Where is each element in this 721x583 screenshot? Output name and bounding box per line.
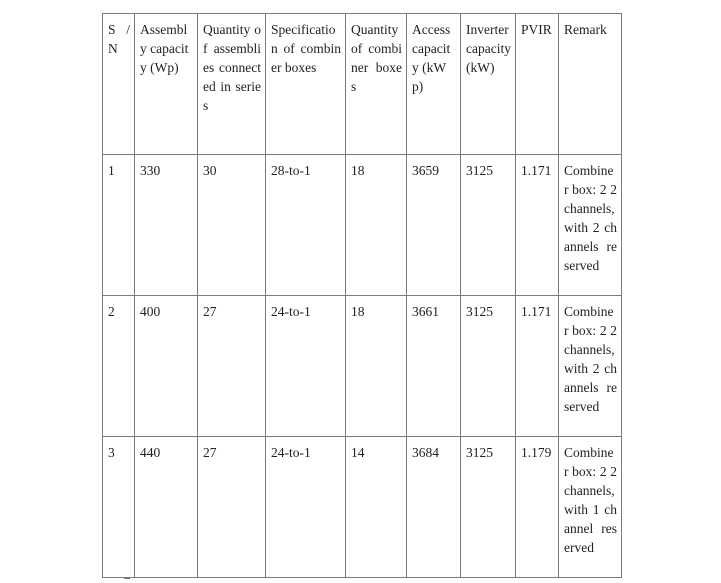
cell-remark: Combiner box: 2 2 channels, with 1 channel reserved	[559, 437, 622, 578]
cell-specification: 24-to-1	[266, 437, 346, 578]
table-row	[103, 296, 622, 437]
data-table	[102, 13, 622, 578]
cell-pvir: 1.171	[516, 296, 559, 437]
header-remark: Remark	[559, 14, 622, 155]
cell-sn: 1	[103, 155, 135, 296]
cell-assembly-capacity: 440	[135, 437, 198, 578]
cell-specification: 28-to-1	[266, 155, 346, 296]
cell-quantity-assemblies: 27	[198, 296, 266, 437]
header-quantity-combiner-boxes: Quantity of combiner boxes	[346, 14, 407, 155]
page-edge-mark	[124, 578, 130, 579]
cell-quantity-combiner-boxes: 18	[346, 155, 407, 296]
cell-remark: Combiner box: 2 2 channels, with 2 channels reserved	[559, 296, 622, 437]
header-specification: Specification of combiner boxes	[266, 14, 346, 155]
cell-quantity-assemblies: 27	[198, 437, 266, 578]
cell-inverter-capacity: 3125	[461, 296, 516, 437]
header-inverter-capacity: Inverter capacity (kW)	[461, 14, 516, 155]
cell-remark: Combiner box: 2 2 channels, with 2 channels reserved	[559, 155, 622, 296]
header-access-capacity: Access capacity (kWp)	[407, 14, 461, 155]
cell-quantity-combiner-boxes: 18	[346, 296, 407, 437]
table-row	[103, 437, 622, 578]
cell-inverter-capacity: 3125	[461, 155, 516, 296]
header-assembly-capacity: Assembly capacity (Wp)	[135, 14, 198, 155]
cell-quantity-assemblies: 30	[198, 155, 266, 296]
cell-sn: 2	[103, 296, 135, 437]
cell-quantity-combiner-boxes: 14	[346, 437, 407, 578]
table-header-row	[103, 14, 622, 155]
header-quantity-assemblies: Quantity of assemblies connected in series	[198, 14, 266, 155]
cell-assembly-capacity: 330	[135, 155, 198, 296]
header-pvir: PVIR	[516, 14, 559, 155]
cell-sn: 3	[103, 437, 135, 578]
header-sn: S / N	[103, 14, 135, 155]
table-row	[103, 155, 622, 296]
cell-pvir: 1.171	[516, 155, 559, 296]
cell-assembly-capacity: 400	[135, 296, 198, 437]
cell-access-capacity: 3661	[407, 296, 461, 437]
cell-pvir: 1.179	[516, 437, 559, 578]
cell-access-capacity: 3659	[407, 155, 461, 296]
cell-access-capacity: 3684	[407, 437, 461, 578]
cell-specification: 24-to-1	[266, 296, 346, 437]
cell-inverter-capacity: 3125	[461, 437, 516, 578]
